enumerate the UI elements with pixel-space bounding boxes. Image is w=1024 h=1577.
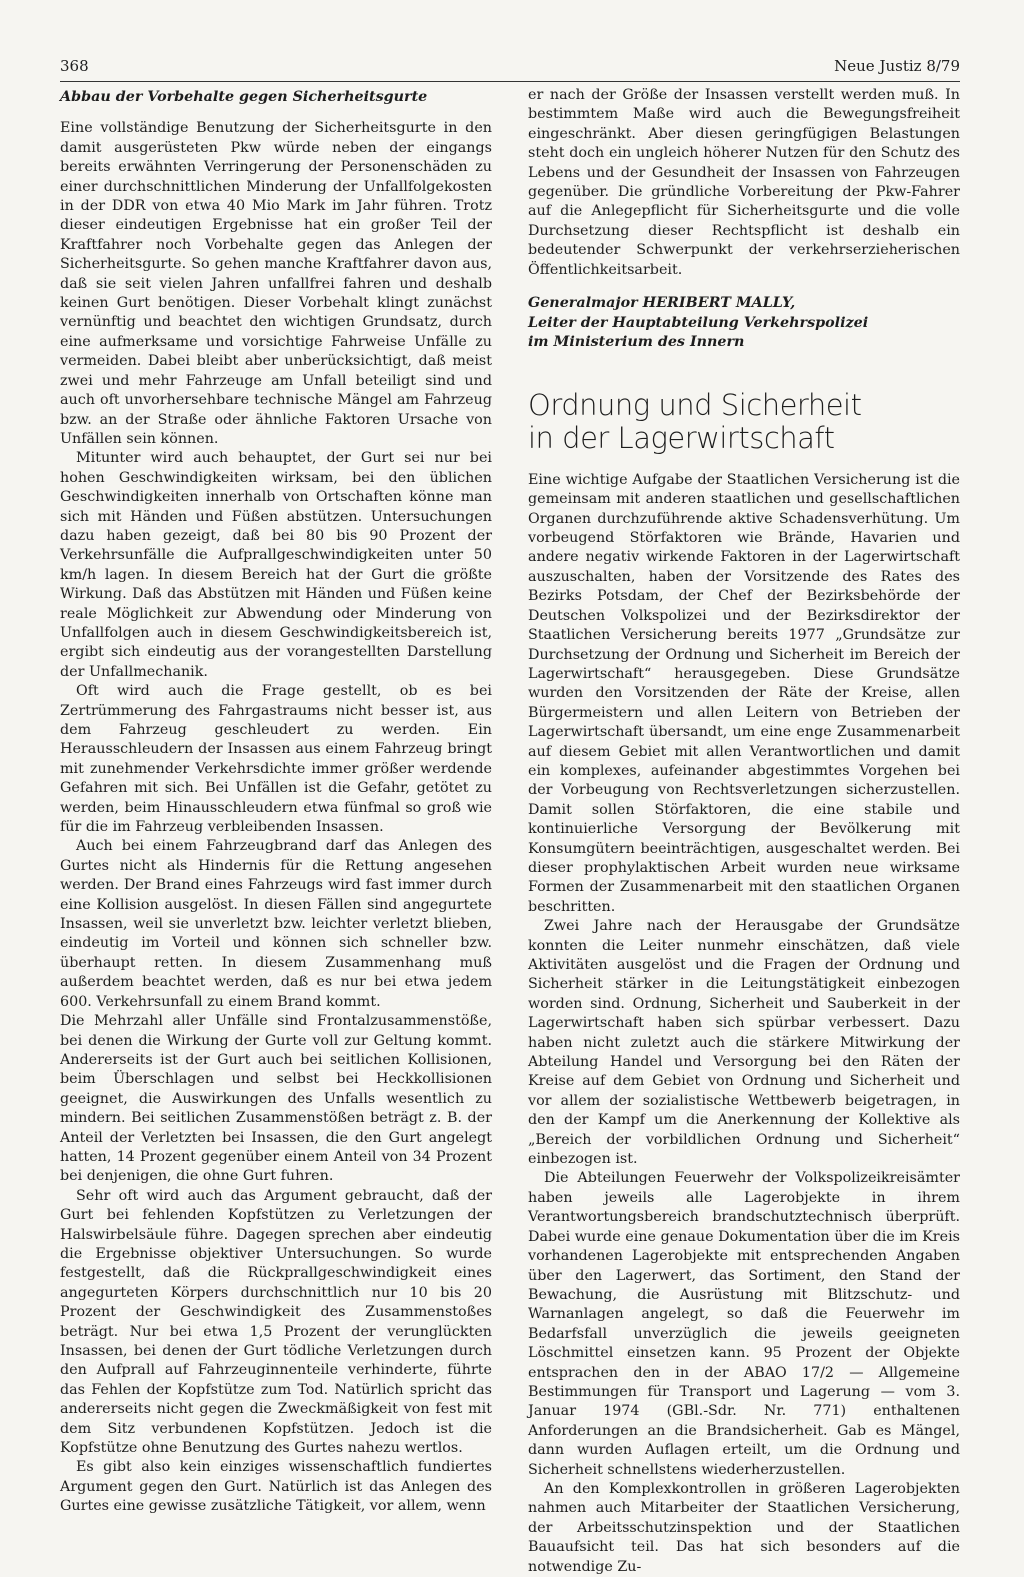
- article-title: [528, 389, 960, 455]
- signature-line: Generalmajor HERIBERT MALLY,: [528, 295, 796, 312]
- paragraph: Eine vollständige Benutzung der Sicherheitsgurte in den damit ausgerüsteten Pkw würde neben der eingangs bereits erwähnten Verringerung der Personenschäden zu einer durchschnittlichen Minderung der Unfallfolgekosten in der DDR von etwa 40 Mio Mark im Jahr führen. Trotz dieser eindeutigen Ergebnisse hat ein großer Teil der Kraftfahrer noch Vorbehalte gegen das Anlegen der Sicherheitsgurte. So gehen manche Kraftfahrer davon aus, daß sie seit vielen Jahren unfallfrei fahren und deshalb keinen Gurt benötigen. Dieser Vorbehalt klingt zunächst vernünftig und beachtet den wichtigen Grundsatz, durch eine aufmerksame und vorsichtige Fahrweise Unfälle zu vermeiden. Dabei bleibt aber unberücksichtigt, daß meist zwei und mehr Fahrzeuge am Unfall beteiligt sind und auch oft unvorhersehbare technische Mängel am Fahrzeug bzw. an der Straße oder ähnliche Faktoren Ursache von Unfällen sein können.: [60, 120, 492, 447]
- signature-line: Leiter der Hauptabteilung Verkehrspolizei: [528, 314, 869, 331]
- paragraph: Auch bei einem Fahrzeugbrand darf das Anlegen des Gurtes nicht als Hindernis für die Rettung angesehen werden. Der Brand eines Fahrzeugs wird fast immer durch eine Kollision ausgelöst. In diesen Fällen sind angegurtete Insassen, weil sie unverletzt bzw. leichter verletzt blieben, eindeutig im Vorteil und können sich schneller bzw. überhaupt retten. In diesem Zusammenhang muß außerdem beachtet werden, daß es nur bei etwa jedem 600. Verkehrsunfall zu einem Brand kommt.: [60, 838, 492, 1010]
- left-column: [60, 86, 492, 1517]
- paragraph: Die Mehrzahl aller Unfälle sind Frontalzusammenstöße, bei denen die Wirkung der Gurte voll zur Geltung kommt. Andererseits ist der Gurt auch bei seitlichen Kollisionen, beim Überschlagen und selbst bei Heckkollisionen geeignet, die Auswirkungen des Unfalls wesentlich zu mindern. Bei seitlichen Zusammenstößen beträgt z. B. der Anteil der Verletzten bei Insassen, die den Gurt angelegt hatten, 14 Prozent gegenüber einem Anteil von 34 Prozent bei denjenigen, die ohne Gurt fuhren.: [60, 1013, 492, 1185]
- section-heading: Abbau der Vorbehalte gegen Sicherheitsgurte: [60, 89, 428, 105]
- page-header: [60, 55, 960, 82]
- article-title-line: in der Lagerwirtschaft: [528, 420, 835, 455]
- right-column: [528, 86, 960, 1577]
- paragraph: Sehr oft wird auch das Argument gebraucht, daß der Gurt bei fehlenden Kopfstützen zu Verletzungen der Halswirbelsäule führe. Dagegen sprechen aber eindeutig die Ergebnisse objektiver Untersuchungen. So wurde festgestellt, daß die Rückprallgeschwindigkeit eines angegurteten Körpers durchschnittlich nur 10 bis 20 Prozent der Geschwindigkeit des Zusammenstoßes beträgt. Nur bei etwa 1,5 Prozent der verunglückten Insassen, bei denen der Gurt tödliche Verletzungen durch den Aufprall auf Fahrzeuginnenteile verhinderte, führte das Fehlen der Kopfstütze zum Tod. Natürlich spricht das andererseits nicht gegen die Zweckmäßigkeit von fest mit dem Sitz verbundenen Kopfstützen. Jedoch ist die Kopfstütze ohne Benutzung des Gurtes nahezu wertlos.: [60, 1187, 492, 1457]
- paragraph: Es gibt also kein einziges wissenschaftlich fundiertes Argument gegen den Gurt. Natürlich ist das Anlegen des Gurtes eine gewisse zusätzliche Tätigkeit, vor allem, wenn: [60, 1459, 492, 1515]
- paragraph: Oft wird auch die Frage gestellt, ob es bei Zertrümmerung des Fahrgastraums nicht besser ist, aus dem Fahrzeug geschleudert zu werden. Ein Herausschleudern der Insassen aus einem Fahrzeug bringt mit zunehmender Verkehrsdichte immer größer werdende Gefahren mit sich. Bei Unfällen ist die Gefahr, getötet zu werden, beim Hinausschleudern etwa fünfmal so groß wie für die im Fahrzeug verbleibenden Insassen.: [60, 683, 492, 836]
- article-title-line: Ordnung und Sicherheit: [528, 387, 862, 422]
- author-signature: [528, 294, 960, 353]
- paragraph: Eine wichtige Aufgabe der Staatlichen Versicherung ist die gemeinsam mit anderen staatlichen und gesellschaftlichen Organen durchzuführende aktive Schadensverhütung. Um vorbeugend Störfaktoren wie Brände, Havarien und andere negativ wirkende Faktoren in der Lagerwirtschaft auszuschalten, haben der Vorsitzende des Rates des Bezirks Potsdam, der Chef der Bezirksbehörde der Deutschen Volkspolizei und der Bezirksdirektor der Staatlichen Versicherung bereits 1977 „Grundsätze zur Durchsetzung der Ordnung und Sicherheit im Bereich der Lagerwirtschaft“ herausgegeben. Diese Grundsätze wurden den Vorsitzenden der Räte der Kreise, allen Bürgermeistern und allen Leitern von Betrieben der Lagerwirtschaft übersandt, um eine enge Zusammenarbeit auf diesem Gebiet mit allen Verantwortlichen und damit ein komplexes, aufeinander abgestimmtes Vorgehen bei der Vorbeugung von Rechtsverletzungen sicherzustellen. Damit sollen Störfaktoren, die eine stabile und kontinuierliche Versorgung der Bevölkerung mit Konsumgütern beeinträchtigen, ausgeschaltet werden. Bei dieser prophylaktischen Arbeit wurden neue wirksame Formen der Zusammenarbeit mit den staatlichen Organen beschritten.: [528, 471, 960, 915]
- paragraph: An den Komplexkontrollen in größeren Lagerobjekten nahmen auch Mitarbeiter der Staatlichen Versicherung, der Arbeitsschutzinspektion und der Staatlichen Bauaufsicht teil. Das hat sich besonders auf die notwendige Zu-: [528, 1480, 960, 1575]
- signature-line: im Ministerium des Innern: [528, 334, 745, 351]
- paragraph: er nach der Größe der Insassen verstellt werden muß. In bestimmtem Maße wird auch die Bewegungsfreiheit eingeschränkt. Aber diesen geringfügigen Belastungen steht doch ein ungleich höherer Nutzen für den Schutz des Lebens und der Gesundheit der Insassen von Fahrzeugen gegenüber. Die gründliche Vorbereitung der Pkw-Fahrer auf die Anlegepflicht für Sicherheitsgurte und die volle Durchsetzung dieser Rechtspflicht ist deshalb ein bedeutender Schwerpunkt der verkehrserzieherischen Öffentlichkeitsarbeit.: [528, 87, 960, 278]
- paragraph: Zwei Jahre nach der Herausgabe der Grundsätze konnten die Leiter nunmehr einschätzen, daß viele Aktivitäten ausgelöst und die Fragen der Ordnung und Sicherheit stärker in die Leitungstätigkeit einbezogen worden sind. Ordnung, Sicherheit und Sauberkeit in der Lagerwirtschaft haben sich spürbar verbessert. Dazu haben nicht zuletzt auch die stärkere Mitwirkung der Abteilung Handel und Versorgung bei den Räten der Kreise auf dem Gebiet von Ordnung und Sicherheit und vor allem der sozialistische Wettbewerb beigetragen, in den der Kampf um die Anerkennung der Kollektive als „Bereich der vorbildlichen Ordnung und Sicherheit“ einbezogen ist.: [528, 918, 960, 1168]
- paragraph: Die Abteilungen Feuerwehr der Volkspolizeikreisämter haben jeweils alle Lagerobjekte in ihrem Verantwortungsbereich brandschutztechnisch überprüft. Dabei wurde eine genaue Dokumentation über die im Kreis vorhandenen Lagerobjekte mit entsprechenden Angaben über den Lagerwert, das Sortiment, den Stand der Bewachung, die Ausrüstung mit Blitzschutz- und Warnanlagen angelegt, so daß die Feuerwehr im Bedarfsfall unverzüglich die jeweils geeigneten Löschmittel einsetzen kann. 95 Prozent der Objekte entsprachen den in der ABAO 17/2 — Allgemeine Bestimmungen für Transport und Lagerung — vom 3. Januar 1974 (GBl.-Sdr. Nr. 771) enthaltenen Anforderungen an die Brandsicherheit. Gab es Mängel, dann wurden Auflagen erteilt, um die Ordnung und Sicherheit schnellstens wiederherzustellen.: [528, 1170, 960, 1478]
- journal-issue: Neue Justiz 8/79: [834, 57, 960, 75]
- page-number: 368: [60, 57, 89, 75]
- paragraph: Mitunter wird auch behauptet, der Gurt sei nur bei hohen Geschwindigkeiten wirksam, bei den üblichen Geschwindigkeiten innerhalb von Ortschaften könne man sich mit Händen und Füßen abstützen. Untersuchungen dazu haben gezeigt, daß bei 80 bis 90 Prozent der Verkehrsunfälle die Aufprallgeschwindigkeiten unter 50 km/h lagen. In diesem Bereich hat der Gurt die größte Wirkung. Daß das Abstützen mit Händen und Füßen keine reale Möglichkeit zur Abwendung oder Minderung von Unfallfolgen auch in diesem Geschwindigkeitsbereich ist, ergibt sich eindeutig aus der vorangestellten Darstellung der Unfallmechanik.: [60, 450, 492, 680]
